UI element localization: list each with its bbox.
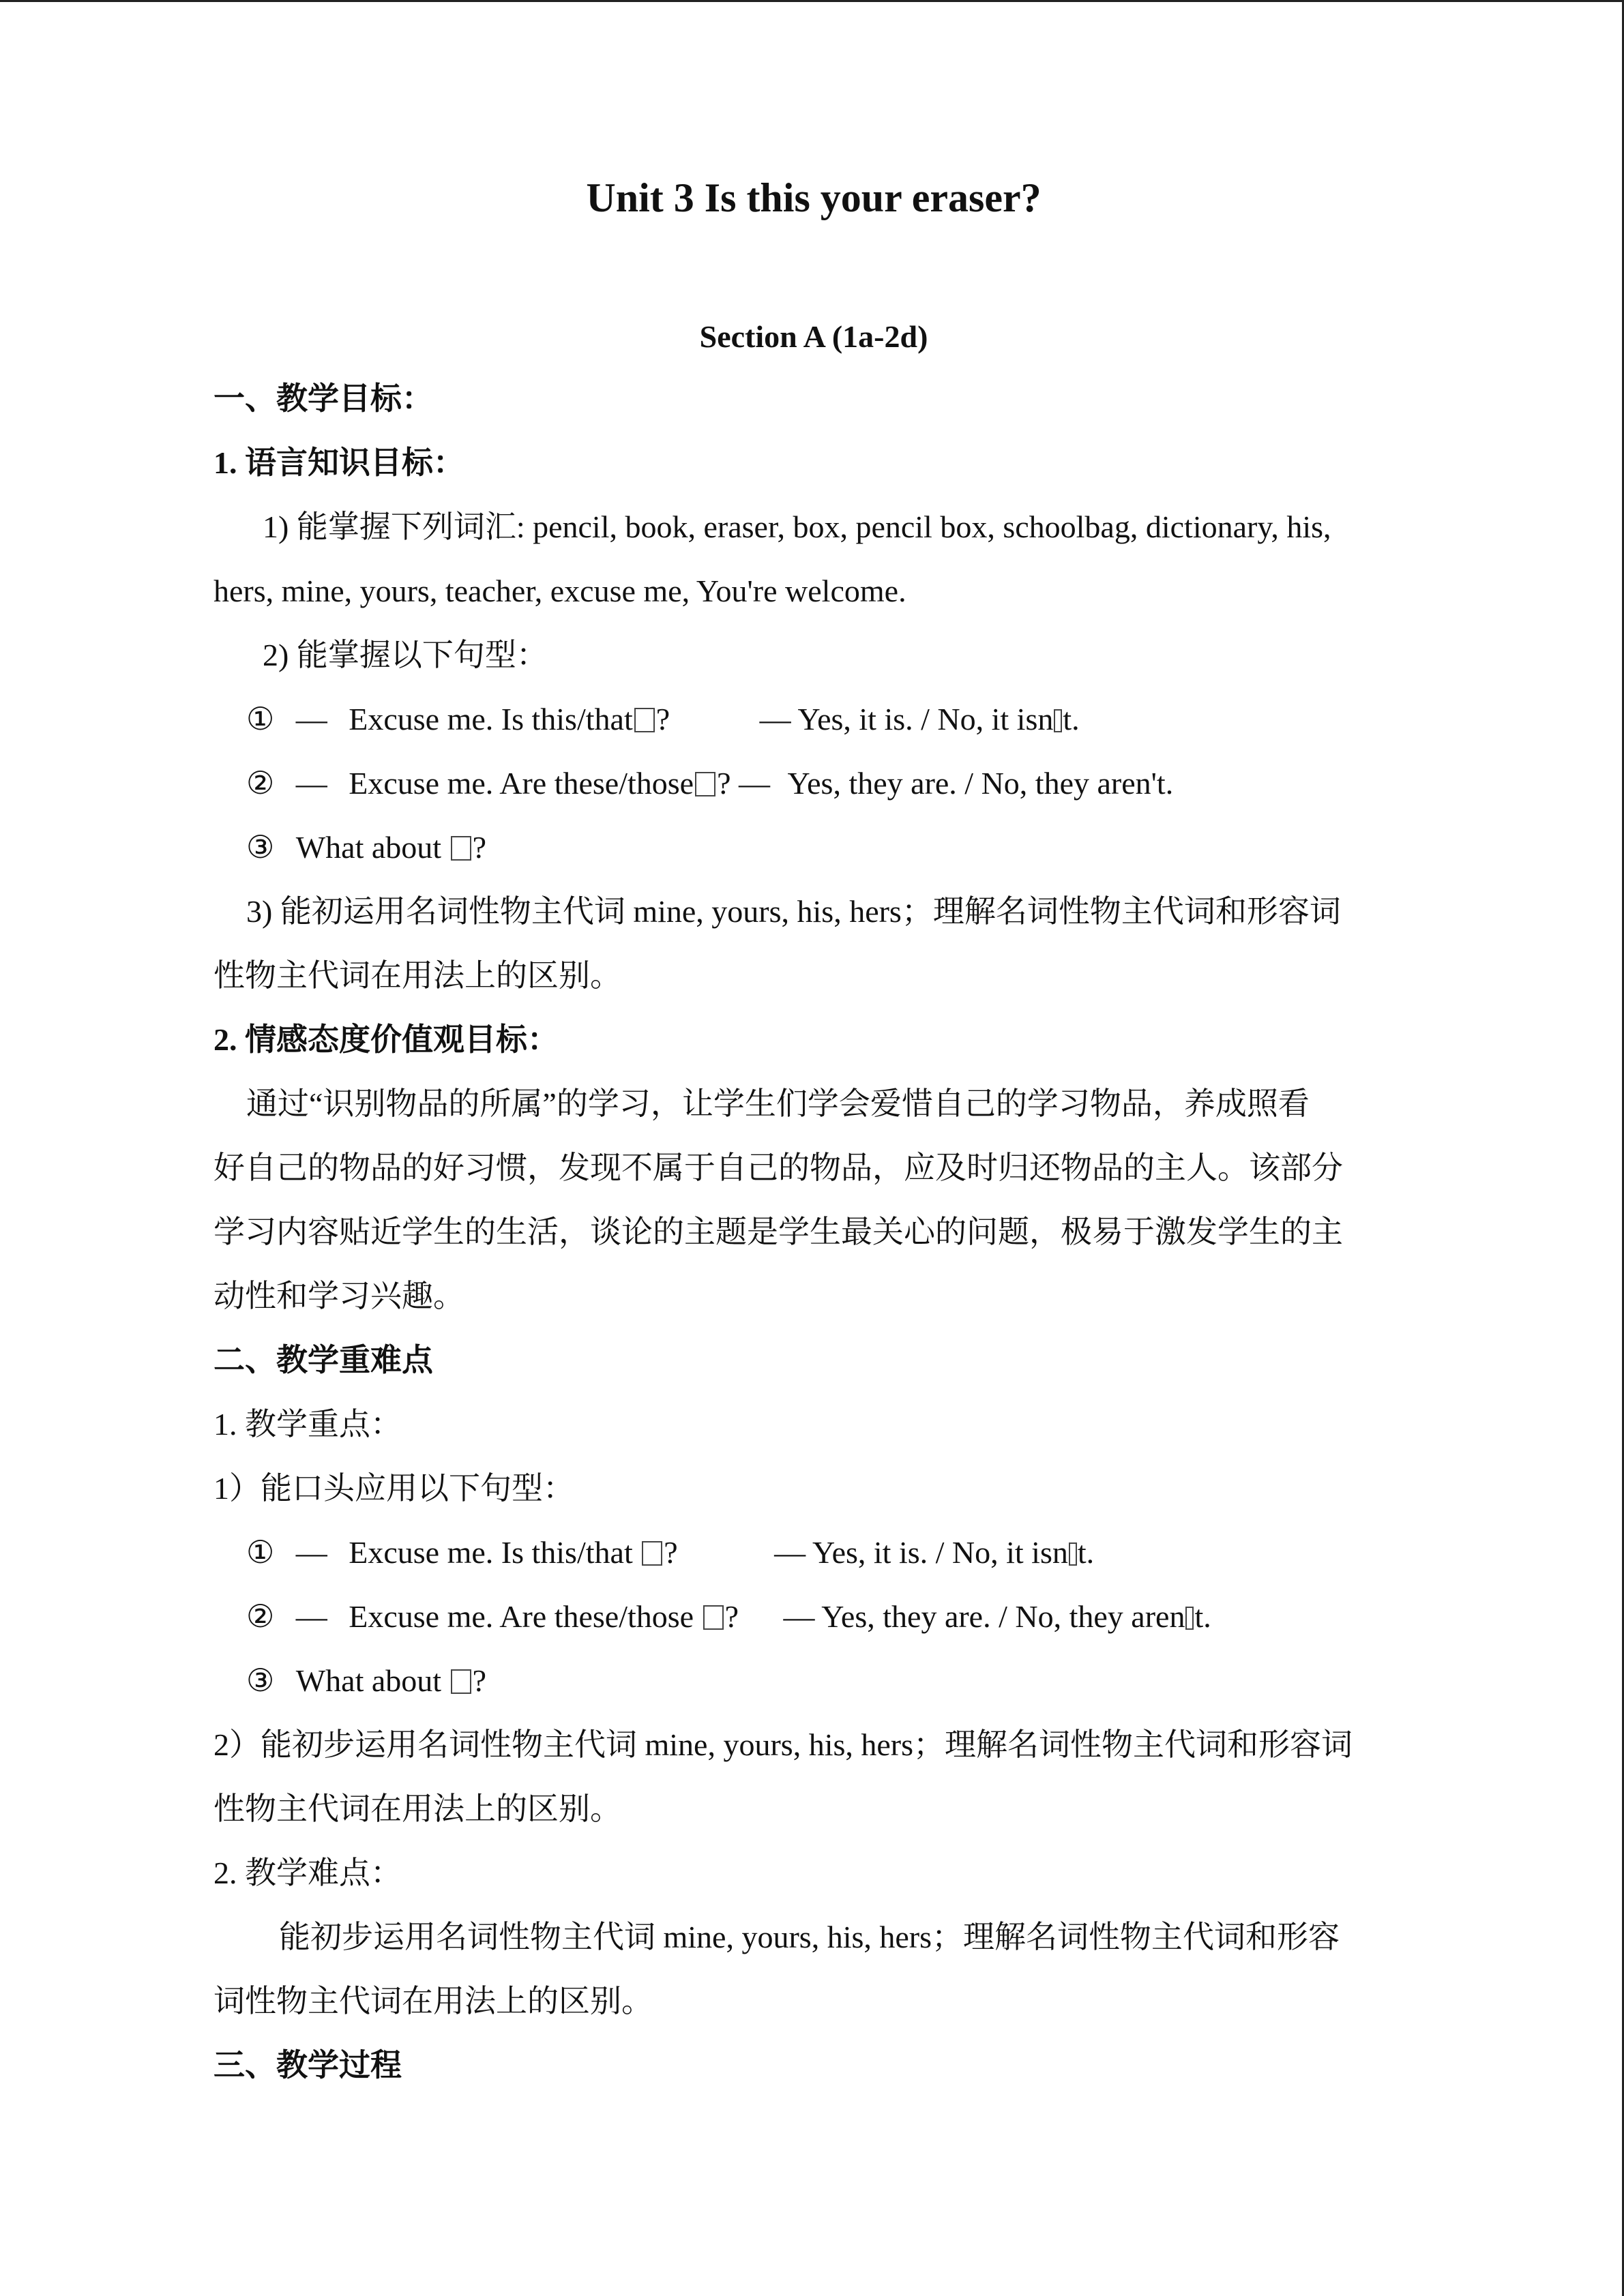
sentence-pattern-2 <box>246 762 1173 805</box>
key-pattern-3 <box>246 1659 486 1703</box>
missing-glyph-box <box>451 836 471 861</box>
pattern-number: ② <box>246 1599 275 1634</box>
pattern-number: ③ <box>246 830 275 865</box>
key-pattern-2 <box>246 1595 1211 1639</box>
key-point-2-line2: 性物主代词在用法上的区别。 <box>213 1791 621 1826</box>
difficulty-subheading: 2. 教学难点： <box>213 1855 402 1890</box>
pattern-text: What about <box>295 830 442 865</box>
emotion-paragraph-line1: 通过“识别物品的所属”的学习，让学生们学会爱惜自己的学习物品，养成照看 <box>246 1086 1310 1121</box>
dash: — <box>295 702 327 736</box>
heading-teaching-process: 三、教学过程 <box>213 2048 402 2083</box>
missing-glyph-box <box>695 772 715 796</box>
sentence-pattern-1 <box>246 698 1080 741</box>
pattern-question: Excuse me. Are these/those <box>349 766 694 801</box>
key-points-subheading: 1. 教学重点： <box>213 1407 402 1442</box>
key-point-1: 1）能口头应用以下句型： <box>213 1471 574 1506</box>
difficulty-line1: 能初步运用名词性物主代词 mine, yours, his, hers；理解名词性物主代词和形容 <box>279 1920 1340 1954</box>
objective-sentence-patterns: 2) 能掌握以下句型： <box>263 638 548 672</box>
question-mark: ? <box>655 702 670 736</box>
pattern-number: ② <box>246 766 275 801</box>
pattern-question: Excuse me. Are these/those <box>349 1599 694 1634</box>
emotion-paragraph-line3: 学习内容贴近学生的生活，谈论的主题是学生最关心的问题，极易于激发学生的主 <box>213 1214 1343 1249</box>
question-mark: ? <box>664 1535 678 1570</box>
pattern-question: Excuse me. Is this/that <box>349 702 633 736</box>
question-mark: ? <box>472 830 486 865</box>
question-mark: ? <box>472 1663 486 1698</box>
missing-glyph-box <box>634 708 655 732</box>
dash: — <box>295 1599 327 1634</box>
dash: — <box>295 766 327 801</box>
objective-pronouns-line2: 性物主代词在用法上的区别。 <box>213 958 621 993</box>
page-border-top <box>0 0 1624 2</box>
objective-vocabulary-text: 1) 能掌握下列词汇: pencil, book, eraser, box, pencil box, schoolbag, dictionary, his, <box>263 509 1331 544</box>
missing-glyph-box <box>1069 1542 1077 1566</box>
heading-language-objectives: 1. 语言知识目标： <box>213 445 464 480</box>
answer-end: t. <box>1194 1599 1211 1634</box>
pattern-number: ① <box>246 1535 275 1570</box>
heading-key-points: 二、教学重难点 <box>213 1343 433 1377</box>
missing-glyph-box <box>451 1669 471 1694</box>
pattern-number: ① <box>246 702 275 736</box>
question-mark: ? <box>724 1599 739 1634</box>
dash: — <box>295 1535 327 1570</box>
answer-end: t. <box>1063 702 1080 736</box>
pattern-number: ③ <box>246 1663 275 1698</box>
answer-end: t. <box>1077 1535 1095 1570</box>
objective-pronouns-line1: 3) 能初运用名词性物主代词 mine, yours, his, hers；理解名词性物主代词和形容词 <box>246 894 1341 929</box>
sentence-pattern-3 <box>246 826 486 869</box>
question-mark: ? — <box>717 766 771 801</box>
heading-emotion-objectives: 2. 情感态度价值观目标： <box>213 1022 559 1057</box>
missing-glyph-box <box>642 1541 662 1566</box>
heading-objectives: 一、教学目标： <box>213 381 433 416</box>
pattern-question: Excuse me. Is this/that <box>349 1535 633 1570</box>
key-pattern-1 <box>246 1531 1094 1575</box>
objective-vocabulary-line2: hers, mine, yours, teacher, excuse me, You're welcome. <box>213 573 906 608</box>
missing-glyph-box <box>1185 1607 1194 1630</box>
missing-glyph-box <box>703 1605 724 1630</box>
missing-glyph-box <box>1054 709 1062 732</box>
pattern-answer: — Yes, it is. / No, it isn <box>774 1535 1068 1570</box>
pattern-answer: Yes, they are. / No, they aren't. <box>787 766 1174 801</box>
pattern-text: What about <box>295 1663 442 1698</box>
pattern-answer: — Yes, it is. / No, it isn <box>759 702 1054 736</box>
section-title: Section A (1a-2d) <box>699 319 928 354</box>
document-title: Unit 3 Is this your eraser? <box>586 175 1042 220</box>
difficulty-line2: 词性物主代词在用法上的区别。 <box>213 1984 653 2018</box>
pattern-answer: — Yes, they are. / No, they aren <box>783 1599 1185 1634</box>
objective-vocabulary-line1 <box>263 505 1414 549</box>
emotion-paragraph-line2: 好自己的物品的好习惯，发现不属于自己的物品，应及时归还物品的主人。该部分 <box>213 1150 1343 1185</box>
emotion-paragraph-line4: 动性和学习兴趣。 <box>213 1279 464 1313</box>
key-point-2-line1: 2）能初步运用名词性物主代词 mine, yours, his, hers；理解名词性物主代词和形容词 <box>213 1727 1353 1762</box>
